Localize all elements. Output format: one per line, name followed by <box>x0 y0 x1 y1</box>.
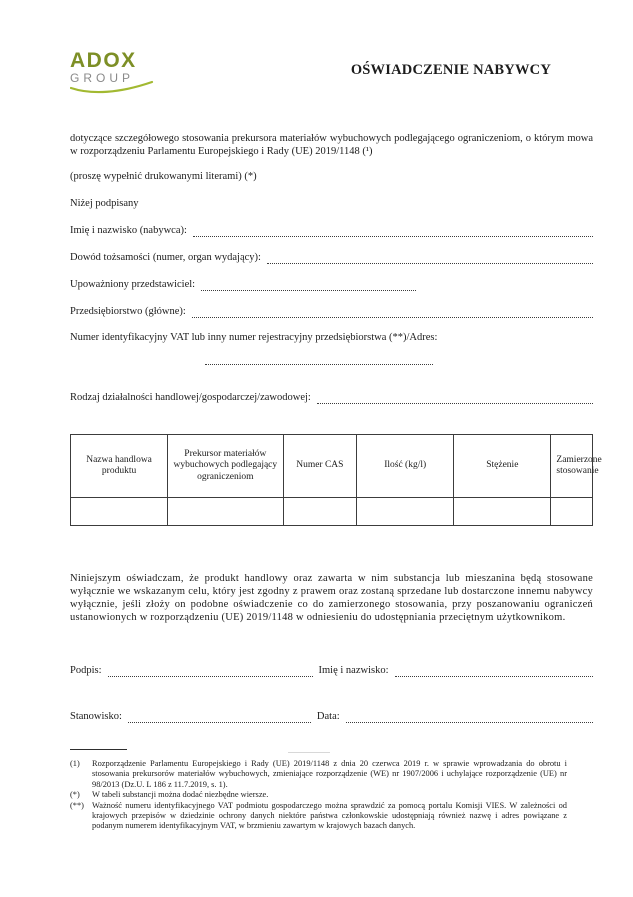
podpis-label: Podpis: <box>70 665 102 676</box>
cell-restricted-precursor <box>168 498 283 526</box>
logo-group-text: GROUP <box>70 71 135 85</box>
field-authorized-representative <box>70 278 593 291</box>
cell-concentration <box>454 498 551 526</box>
data-line <box>346 711 593 723</box>
cell-intended-use <box>551 498 593 526</box>
field-buyer-name <box>70 224 593 237</box>
col-header-intended-use: Zamierzone stosowanie <box>551 435 593 498</box>
field-buyer-name-line <box>193 225 593 237</box>
footnote-regulation-text: Rozporządzenie Parlamentu Europejskiego i Rady (UE) 2019/1148 z dnia 20 czerwca 2019 r. w sprawie wprowadzania do obrotu i stosowania prekursorów materiałów wybuchowych, zmieniające rozporządzenie (WE) nr 1907/2006 i uchylające rozporządzenie (UE) nr 98/2013 (Dz.U. L 186 z 11.7.2019, s. 1). <box>92 759 567 789</box>
podpis-line <box>108 665 313 677</box>
stanowisko-label: Stanowisko: <box>70 711 122 722</box>
document-title: OŚWIADCZENIE NABYWCY <box>350 62 551 78</box>
field-identity-document-label: Dowód tożsamości (numer, organ wydający): <box>70 252 261 263</box>
field-identity-document-line <box>267 252 593 264</box>
declaration-paragraph: Niniejszym oświadczam, że produkt handlowy oraz zawarta w nim substancja lub mieszanina będą stosowane wyłącznie we wskazanym celu, który jest zgodny z prawem oraz zostaną sprzedane lub dostarczone innemu nabywcy wyłącznie, jeśli złoży on podobne oświadczenie co do zamierzonego stosowania, przy poszanowaniu ograniczeń ustanowionych w rozporządzeniu (UE) 2019/1148 w odniesieniu do udostępniania przeciętnym użytkownikom. <box>70 573 593 623</box>
field-vat-address-line <box>205 364 433 365</box>
signature-row <box>70 664 593 677</box>
precursor-table <box>70 434 602 526</box>
field-enterprise-label: Przedsiębiorstwo (główne): <box>70 306 186 317</box>
footnote-vat-vies-text: Ważność numeru identyfikacyjnego VAT podmiotu gospodarczego można sprawdzić za pomocą portalu Komisji VIES. W zależności od krajowych przepisów w dziedzinie ochrony danych niektóre państwa członkowskie udostępniają również nazwę i adres powiązane z podanym numerem identyfikacyjnym VAT, w brzmieniu zawartym w krajowych bazach danych. <box>92 800 567 831</box>
fill-instruction: (proszę wypełnić drukowanymi literami) (*) <box>70 171 257 182</box>
col-header-concentration: Stężenie <box>454 435 551 498</box>
declarant-line: Niżej podpisany <box>70 198 139 209</box>
field-authorized-representative-line <box>201 279 416 291</box>
table-empty-row <box>71 498 593 526</box>
table-header-row <box>71 435 593 498</box>
col-header-product-name: Nazwa handlowa produktu <box>71 435 168 498</box>
footnote-table-rows-text: W tabeli substancji można dodać niezbędne wiersze. <box>92 790 269 800</box>
footnote-table-rows <box>70 790 567 800</box>
adox-group-logo <box>70 50 180 85</box>
footnote-vat-vies-marker: (**) <box>70 800 84 810</box>
intro-paragraph: dotyczące szczegółowego stosowania prekursora materiałów wybuchowych podlegającego ograniczeniom, o którym mowa w rozporządzeniu Parlamentu Europejskiego i Rady (UE) 2019/1148 (¹) <box>70 133 593 157</box>
imie-nazwisko-line <box>395 665 594 677</box>
footnote-vat-vies <box>70 801 567 832</box>
stanowisko-line <box>128 711 311 723</box>
col-header-cas-number: Numer CAS <box>283 435 357 498</box>
cell-product-name <box>71 498 168 526</box>
field-business-type-line <box>317 392 593 404</box>
logo-adox-text: ADOX <box>70 49 137 72</box>
data-label: Data: <box>316 711 340 722</box>
cell-quantity <box>357 498 454 526</box>
field-authorized-representative-label: Upoważniony przedstawiciel: <box>70 279 196 290</box>
field-identity-document <box>70 251 593 264</box>
field-vat-address-label: Numer identyfikacyjny VAT lub inny numer rejestracyjny przedsiębiorstwa (**)/Adres: <box>70 332 438 343</box>
footnote-regulation <box>70 759 567 790</box>
field-business-type <box>70 391 593 404</box>
col-header-restricted-precursor: Prekursor materiałów wybuchowych podlegający ograniczeniom <box>168 435 283 498</box>
position-date-row <box>70 710 593 723</box>
document-header <box>70 50 593 96</box>
footnote-separator <box>70 749 127 750</box>
footnote-regulation-marker: (1) <box>70 759 80 768</box>
field-buyer-name-label: Imię i nazwisko (nabywca): <box>70 225 187 236</box>
footnotes-section <box>70 759 593 832</box>
field-business-type-label: Rodzaj działalności handlowej/gospodarczej/zawodowej: <box>70 392 311 403</box>
cell-cas-number <box>283 498 357 526</box>
field-enterprise-line <box>192 306 593 318</box>
imie-nazwisko-label: Imię i nazwisko: <box>318 665 389 676</box>
col-header-quantity: Ilość (kg/l) <box>357 435 454 498</box>
faint-divider <box>288 752 330 753</box>
logo-swoosh-icon <box>70 80 154 95</box>
footnote-table-rows-marker: (*) <box>70 790 80 800</box>
field-enterprise <box>70 305 593 318</box>
